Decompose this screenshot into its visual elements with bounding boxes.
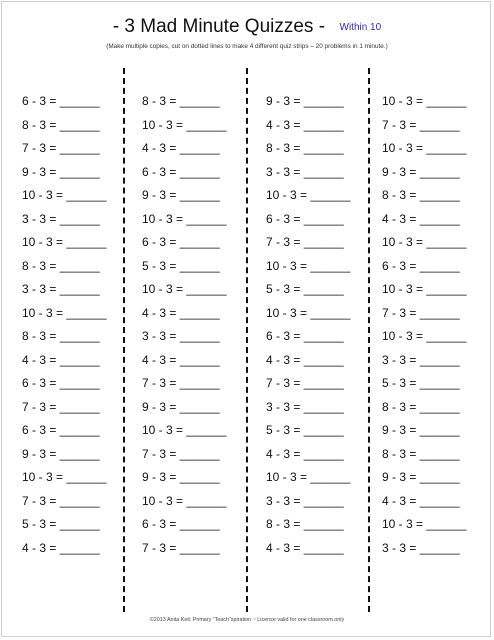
problem-item: 3 - 3 = ______ (142, 329, 220, 343)
problem-item: 4 - 3 = ______ (266, 540, 344, 555)
copyright-footer: ©2013 Anita Keil: Primary “Teach”spiration ~ License valid for one classroom only (149, 617, 345, 623)
problem-item: 3 - 3 = ______ (22, 211, 100, 226)
problem-item: 8 - 3 = ______ (382, 446, 460, 461)
problem-item: 3 - 3 = ______ (382, 352, 460, 367)
problem-item: 6 - 3 = ______ (22, 423, 100, 437)
problem-item: 6 - 3 = ______ (22, 94, 100, 108)
problem-item: 8 - 3 = ______ (382, 188, 460, 202)
problem-item: 8 - 3 = ______ (22, 329, 100, 343)
problem-item: 10 - 3 = ______ (382, 141, 467, 155)
problem-item: 5 - 3 = ______ (142, 258, 220, 273)
problem-item: 6 - 3 = ______ (266, 329, 344, 343)
problem-item: 4 - 3 = ______ (382, 493, 460, 508)
problem-item: 8 - 3 = ______ (382, 399, 460, 414)
quiz-strip-4 (382, 93, 492, 563)
problem-item: 10 - 3 = ______ (22, 305, 107, 320)
problem-item: 6 - 3 = ______ (266, 211, 344, 226)
problem-item: 10 - 3 = ______ (266, 258, 351, 273)
problem-item: 3 - 3 = ______ (382, 540, 460, 555)
problem-item: 10 - 3 = ______ (142, 211, 227, 226)
problem-item: 7 - 3 = ______ (142, 376, 220, 390)
problem-item: 10 - 3 = ______ (382, 94, 467, 108)
problem-item: 9 - 3 = ______ (142, 470, 220, 484)
problem-item: 10 - 3 = ______ (22, 235, 107, 249)
problem-item: 9 - 3 = ______ (142, 188, 220, 202)
problem-item: 10 - 3 = ______ (142, 117, 227, 132)
problem-item: 3 - 3 = ______ (266, 399, 344, 414)
problem-item: 7 - 3 = ______ (22, 493, 100, 508)
quiz-strip-2 (142, 93, 252, 563)
problem-item: 10 - 3 = ______ (142, 423, 227, 437)
problem-item: 7 - 3 = ______ (382, 305, 460, 320)
problem-item: 6 - 3 = ______ (142, 164, 220, 179)
problem-item: 7 - 3 = ______ (382, 117, 460, 132)
problem-item: 9 - 3 = ______ (382, 470, 460, 484)
problem-item: 4 - 3 = ______ (142, 141, 220, 155)
problem-item: 5 - 3 = ______ (22, 517, 100, 531)
problem-item: 10 - 3 = ______ (142, 282, 227, 296)
problem-item: 10 - 3 = ______ (266, 188, 351, 202)
problem-item: 9 - 3 = ______ (142, 399, 220, 414)
problem-item: 4 - 3 = ______ (142, 305, 220, 320)
problem-item: 8 - 3 = ______ (22, 258, 100, 273)
problem-item: 8 - 3 = ______ (142, 94, 220, 108)
problem-item: 9 - 3 = ______ (22, 446, 100, 461)
problem-item: 7 - 3 = ______ (142, 446, 220, 461)
quiz-strip-3 (266, 93, 376, 563)
problem-item: 7 - 3 = ______ (142, 540, 220, 555)
problem-item: 5 - 3 = ______ (382, 376, 460, 390)
problem-item: 8 - 3 = ______ (266, 141, 344, 155)
problem-item: 5 - 3 = ______ (266, 282, 344, 296)
problem-item: 4 - 3 = ______ (266, 352, 344, 367)
problem-item: 10 - 3 = ______ (382, 329, 467, 343)
problem-item: 7 - 3 = ______ (266, 376, 344, 390)
worksheet-title: - 3 Mad Minute Quizzes - (112, 16, 326, 37)
problem-item: 10 - 3 = ______ (266, 470, 351, 484)
problem-item: 6 - 3 = ______ (382, 258, 460, 273)
problem-item: 7 - 3 = ______ (266, 235, 344, 249)
worksheet-header (0, 16, 494, 38)
quiz-strip-1 (22, 93, 132, 563)
problem-item: 4 - 3 = ______ (266, 117, 344, 132)
problem-item: 10 - 3 = ______ (142, 493, 227, 508)
problem-item: 4 - 3 = ______ (22, 352, 100, 367)
problem-item: 3 - 3 = ______ (266, 164, 344, 179)
problem-item: 6 - 3 = ______ (142, 235, 220, 249)
problem-item: 10 - 3 = ______ (22, 188, 107, 202)
problem-item: 7 - 3 = ______ (22, 399, 100, 414)
problem-item: 9 - 3 = ______ (382, 423, 460, 437)
problem-item: 4 - 3 = ______ (142, 352, 220, 367)
problem-item: 6 - 3 = ______ (22, 376, 100, 390)
problem-item: 3 - 3 = ______ (22, 282, 100, 296)
problem-item: 5 - 3 = ______ (266, 423, 344, 437)
problem-item: 4 - 3 = ______ (22, 540, 100, 555)
problem-item: 9 - 3 = ______ (22, 164, 100, 179)
worksheet-subtitle: Within 10 (339, 22, 382, 33)
problem-item: 9 - 3 = ______ (382, 164, 460, 179)
problem-item: 3 - 3 = ______ (266, 493, 344, 508)
problem-item: 4 - 3 = ______ (266, 446, 344, 461)
problem-item: 10 - 3 = ______ (382, 235, 467, 249)
problem-item: 8 - 3 = ______ (266, 517, 344, 531)
problem-item: 10 - 3 = ______ (382, 517, 467, 531)
problem-item: 9 - 3 = ______ (266, 94, 344, 108)
problem-item: 10 - 3 = ______ (382, 282, 467, 296)
worksheet-instructions: (Make multiple copies, cut on dotted lines to make 4 different quiz strips – 20 problems in 1 minute.) (106, 43, 388, 50)
problem-item: 7 - 3 = ______ (22, 141, 100, 155)
problem-item: 6 - 3 = ______ (142, 517, 220, 531)
problem-item: 4 - 3 = ______ (382, 211, 460, 226)
problem-item: 8 - 3 = ______ (22, 117, 100, 132)
problem-item: 10 - 3 = ______ (22, 470, 107, 484)
problem-item: 10 - 3 = ______ (266, 305, 351, 320)
